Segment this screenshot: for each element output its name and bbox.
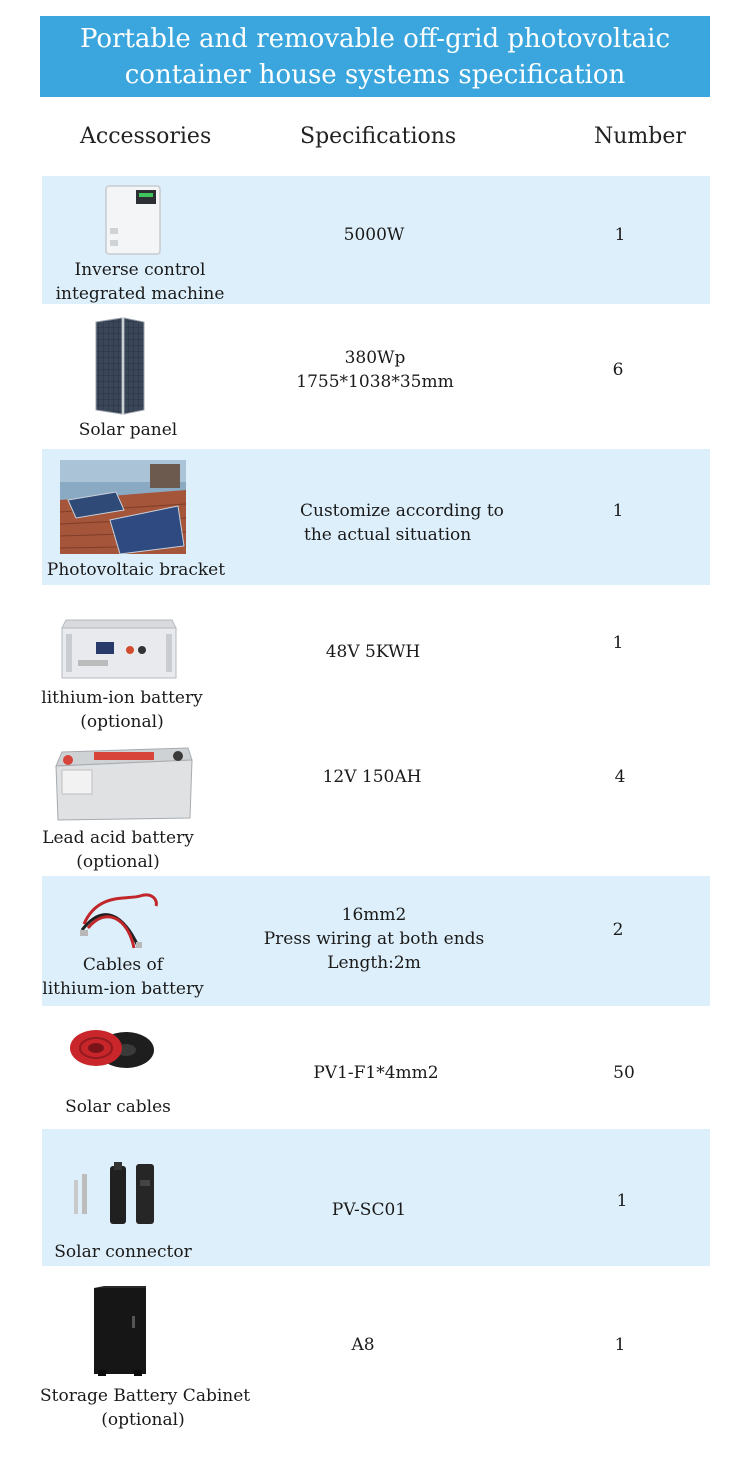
specification-value: 5000W	[343, 225, 405, 245]
accessory-label: lithium-ion battery (optional)	[41, 688, 203, 732]
page-title-line-2: container house systems specification	[124, 59, 626, 90]
number-value: 6	[612, 360, 624, 380]
number-value: 2	[612, 920, 624, 940]
accessory-label: Cables of lithium-ion battery	[42, 955, 204, 999]
battery-cabinet-icon	[92, 1286, 148, 1378]
header-specifications: Specifications	[300, 124, 457, 149]
cable-reel-icon	[66, 1022, 156, 1072]
title-banner	[40, 16, 710, 97]
page-title-line-1: Portable and removable off-grid photovoltaic	[79, 23, 671, 54]
specification-value: 380Wp 1755*1038*35mm	[296, 348, 454, 392]
specification-value: 48V 5KWH	[325, 642, 421, 662]
number-value: 1	[614, 1335, 626, 1355]
number-value: 4	[614, 767, 626, 787]
number-value: 1	[616, 1191, 628, 1211]
header-accessories: Accessories	[80, 124, 212, 149]
lithium-battery-icon	[60, 618, 178, 682]
solar-panel-icon	[94, 316, 146, 416]
number-value: 1	[612, 633, 624, 653]
lead-acid-battery-icon	[54, 746, 194, 822]
accessory-label: Photovoltaic bracket	[46, 560, 226, 580]
accessory-label: Solar connector	[54, 1242, 192, 1262]
battery-cable-icon	[78, 890, 160, 950]
mc4-connector-icon	[68, 1160, 164, 1230]
specification-value: 16mm2 Press wiring at both ends Length:2m	[263, 905, 485, 973]
specification-value: PV-SC01	[331, 1200, 407, 1220]
specification-value: Customize according to the actual situation	[300, 501, 504, 545]
specification-value: A8	[351, 1335, 375, 1355]
specification-value: 12V 150AH	[322, 767, 422, 787]
header-number: Number	[594, 124, 686, 149]
accessory-label: Inverse control integrated machine	[55, 260, 225, 304]
accessory-label: Lead acid battery (optional)	[42, 828, 194, 872]
number-value: 1	[614, 225, 626, 245]
specification-value: PV1-F1*4mm2	[313, 1063, 439, 1083]
number-value: 50	[613, 1063, 635, 1083]
accessory-label: Storage Battery Cabinet (optional)	[40, 1386, 251, 1430]
roof-bracket-photo	[60, 460, 186, 554]
inverter-icon	[104, 184, 162, 256]
number-value: 1	[612, 501, 624, 521]
accessory-label: Solar panel	[78, 420, 178, 440]
accessory-label: Solar cables	[65, 1097, 171, 1117]
